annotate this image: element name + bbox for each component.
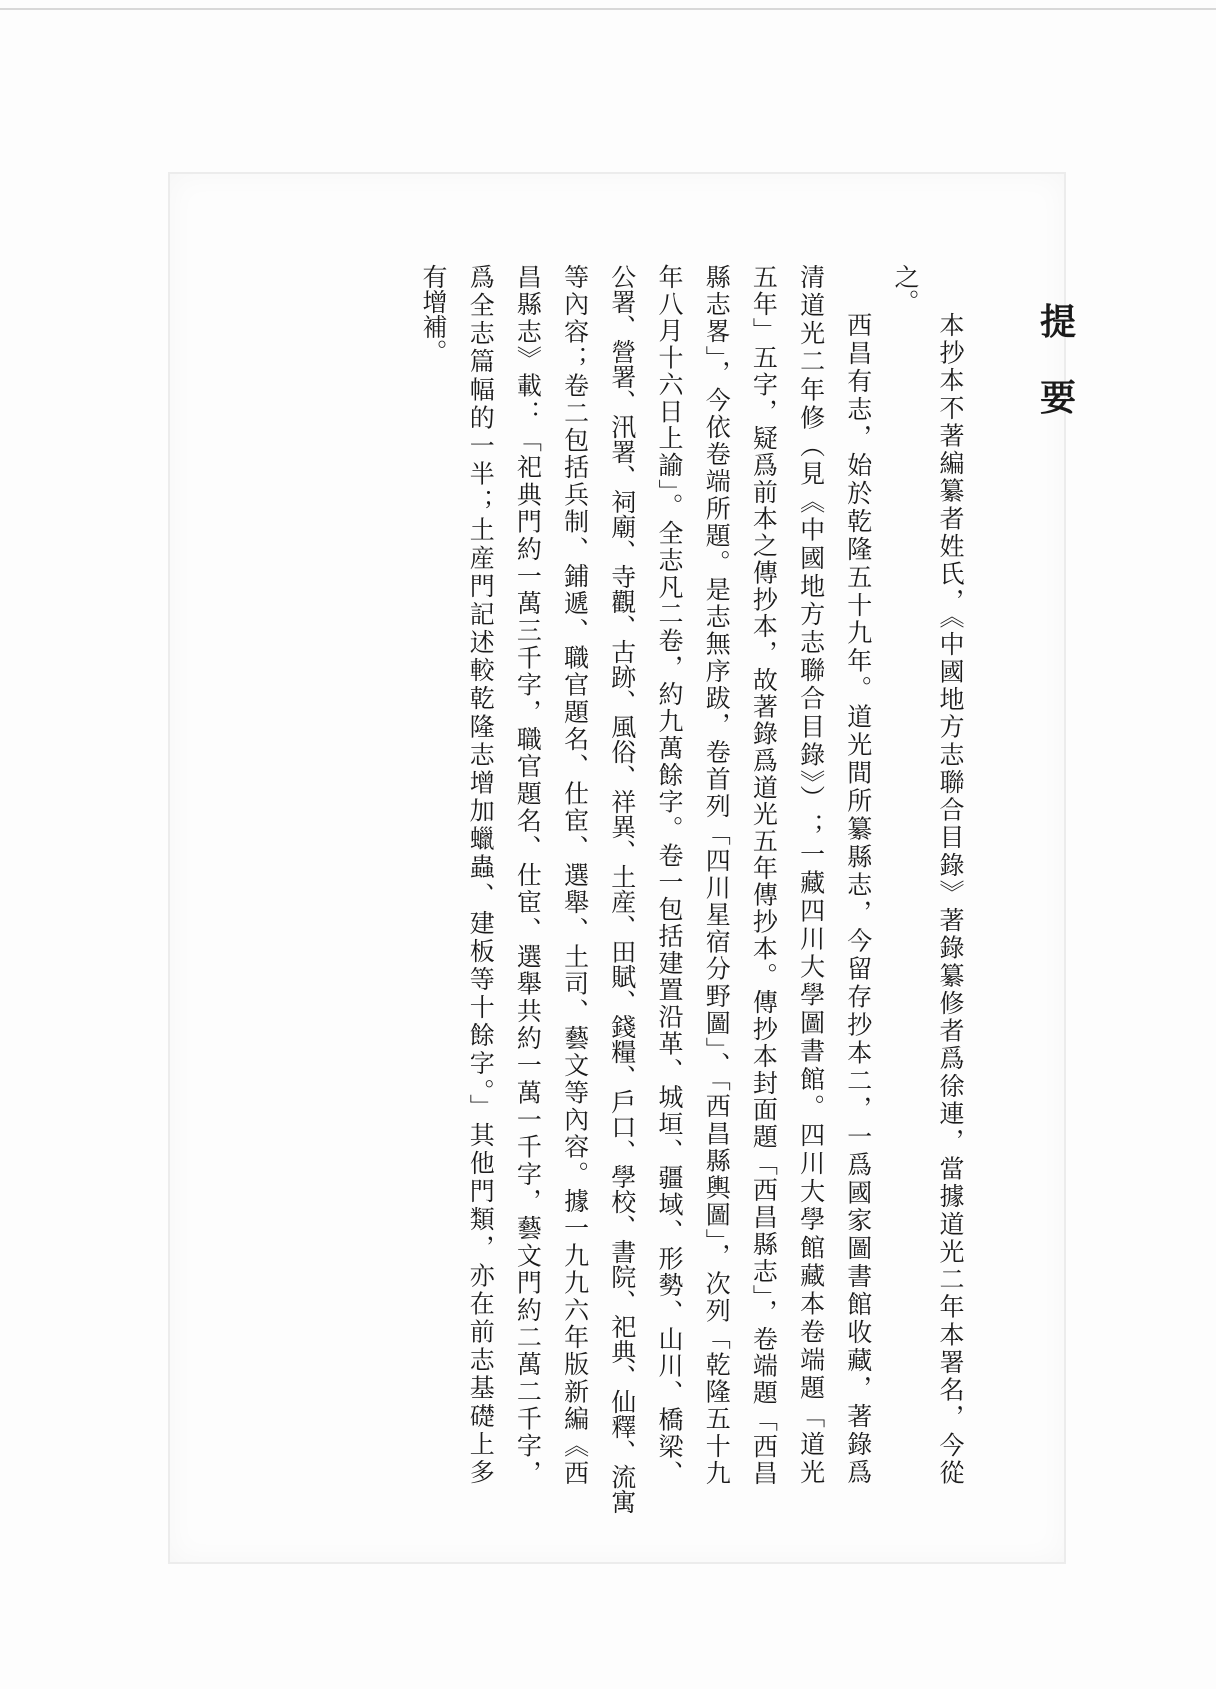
scan-top-edge (0, 8, 1216, 10)
text-column: 等內容；卷二包括兵制、鋪遞、職官題名、仕宦、選舉、土司、藝文等內容。據一九九六年版新編《西 (560, 264, 590, 1487)
text-column: 昌縣志》載：「祀典門約一萬三千字，職官題名、仕宦、選舉共約一萬一千字，藝文門約二萬二千字， (513, 264, 543, 1487)
heading-char-1: 提 (1039, 301, 1076, 343)
text-column: 西昌有志，始於乾隆五十九年。道光間所纂縣志，今留存抄本二，一爲國家圖書館收藏，著錄爲 (843, 312, 873, 1487)
text-column: 公署、營署、汛署、祠廟、寺觀、古跡、風俗、祥異、土産、田賦、錢糧、戶口、學校、書院、祀典、仙釋、流寓 (607, 264, 637, 1514)
text-column: 縣志畧」，今依卷端所題。是志無序跋，卷首列「四川星宿分野圖」、「西昌縣輿圖」，次列「乾隆五十九 (702, 264, 732, 1487)
text-column: 五年」五字，疑爲前本之傳抄本，故著錄爲道光五年傳抄本。傳抄本封面題「西昌縣志」，卷端題「西昌 (749, 264, 779, 1487)
text-column: 之。 (891, 264, 920, 314)
text-column: 爲全志篇幅的一半；土産門記述較乾隆志增加蠟蟲、建板等十餘字。」其他門類，亦在前志基礎上多 (466, 264, 496, 1487)
heading-char-2: 要 (1039, 377, 1076, 419)
text-column: 年八月十六日上諭」。全志凡二卷，約九萬餘字。卷一包括建置沿革、城垣、疆域、形勢、山川、橋梁、 (655, 264, 684, 1487)
text-column: 清道光二年修（見《中國地方志聯合目錄》）；一藏四川大學圖書館。四川大學館藏本卷端題「道光 (796, 264, 826, 1487)
text-column: 本抄本不著編纂者姓氏，《中國地方志聯合目錄》著錄纂修者爲徐連，當據道光二年本署名，今從 (936, 312, 965, 1487)
text-column: 有增補。 (419, 264, 448, 364)
